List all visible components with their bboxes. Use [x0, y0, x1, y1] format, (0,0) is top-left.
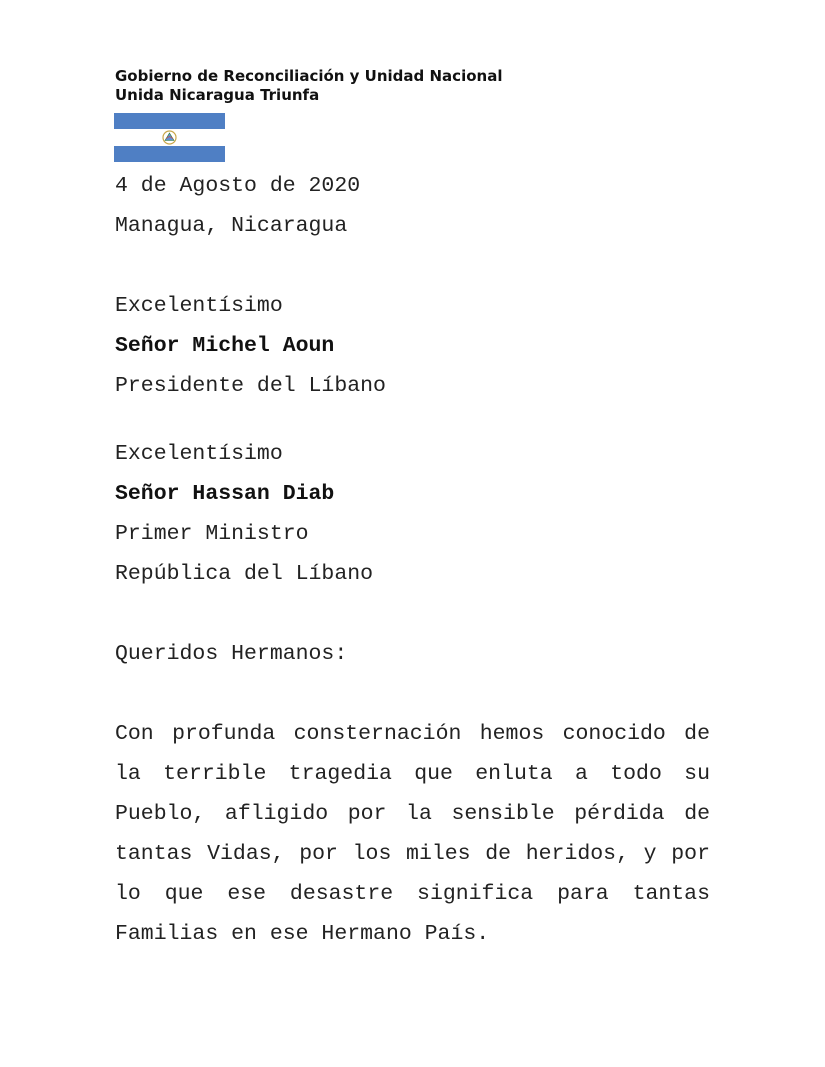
letter-body — [115, 166, 710, 954]
salutation: Queridos Hermanos: — [115, 642, 348, 666]
recipient2-country: República del Líbano — [115, 562, 374, 586]
government-slogan: Unida Nicaragua Triunfa — [115, 86, 320, 104]
government-name: Gobierno de Reconciliación y Unidad Nacional — [115, 67, 503, 85]
recipient1-title: Presidente del Líbano — [115, 374, 386, 398]
paragraph: Con profunda consternación hemos conocido de la terrible tragedia que enluta a todo su Pueblo, afligido por la sensible pérdida de tantas Vidas, por los miles de heridos, y por lo que ese desastre significa para tantas Familias en ese Hermano País. — [115, 722, 710, 946]
recipient2-title: Primer Ministro — [115, 522, 309, 546]
recipient2-name: Señor Hassan Diab — [115, 482, 335, 506]
letter-place: Managua, Nicaragua — [115, 214, 348, 238]
recipient1-name: Señor Michel Aoun — [115, 334, 335, 358]
recipient1-honorific: Excelentísimo — [115, 294, 283, 318]
nicaragua-flag-icon — [114, 113, 225, 162]
recipient2-honorific: Excelentísimo — [115, 442, 283, 466]
letter-date: 4 de Agosto de 2020 — [115, 174, 361, 198]
letterhead — [115, 67, 502, 105]
